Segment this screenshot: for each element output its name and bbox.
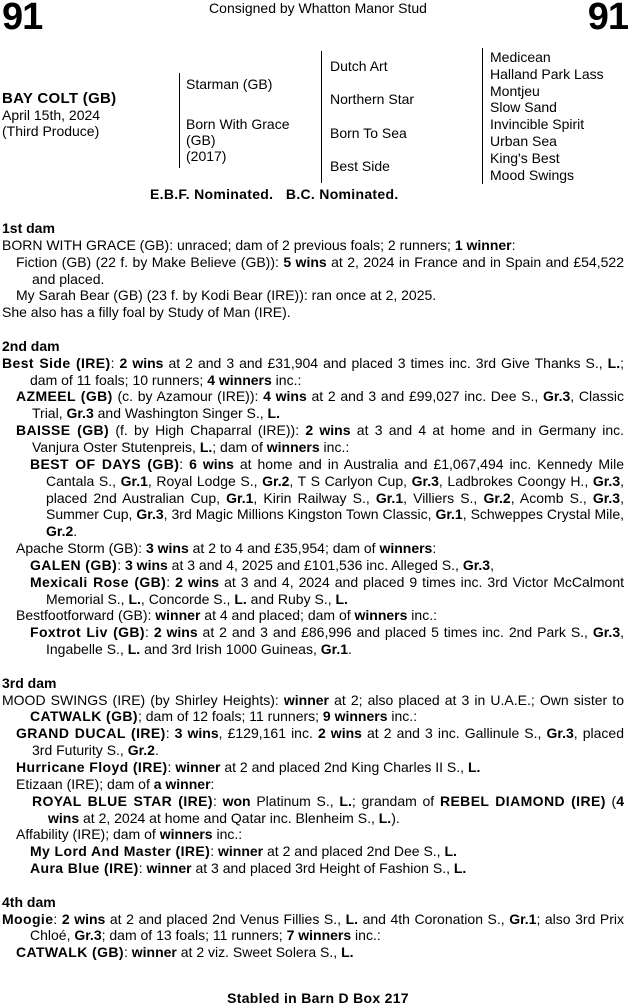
pedigree-bracket-3 bbox=[482, 48, 483, 184]
foal-entry: BAISSE (GB) (f. by High Chaparral (IRE)): 2 wins at 3 and 4 at home and in Germany inc. Vanjura Oster Stutenpreis, L.; dam of winners inc.: bbox=[16, 422, 624, 455]
foal-entry: My Sarah Bear (GB) (23 f. by Kodi Bear (IRE)): ran once at 2, 2025. bbox=[16, 287, 437, 304]
pedigree-bracket-1 bbox=[179, 73, 180, 168]
gen4-ancestor: King's Best bbox=[490, 149, 560, 166]
section-first-dam-title: 1st dam bbox=[2, 220, 55, 236]
foal-entry: Hurricane Floyd (IRE): winner at 2 and placed 2nd King Charles II S., L. bbox=[16, 759, 481, 775]
foal-entry: Apache Storm (GB): 3 wins at 2 to 4 and £35,954; dam of winners: bbox=[16, 540, 437, 557]
dam-entry: BORN WITH GRACE (GB): unraced; dam of 2 previous foals; 2 runners; 1 winner: bbox=[2, 236, 516, 253]
foal-entry: AZMEEL (GB) (c. by Azamour (IRE)): 4 wins at 2 and 3 and £99,027 inc. Dee S., Gr.3, Classic Trial, Gr.3 and Washington Singer S., L. bbox=[16, 388, 625, 422]
foal-entry: Affability (IRE); dam of winners inc.: bbox=[16, 826, 243, 843]
pedigree-bracket-2 bbox=[321, 51, 322, 183]
stabling-note: Stabled in Barn D Box 217 bbox=[227, 990, 409, 1006]
dam-country: (GB) bbox=[186, 132, 216, 148]
gen4-ancestor: Halland Park Lass bbox=[490, 65, 604, 82]
catalogue-body bbox=[2, 220, 624, 961]
foal-entry: She also has a filly foal by Study of Man (IRE). bbox=[2, 304, 291, 321]
fourth-generation bbox=[490, 49, 604, 183]
foal-entry: Foxtrot Liv (GB): 2 wins at 2 and 3 and £86,996 and placed 5 times inc. 2nd Park S., Gr.3, Ingabelle S., L. and 3rd Irish 1000 Guineas, Gr.1. bbox=[30, 624, 624, 658]
dam-sire: Born To Sea bbox=[330, 125, 407, 141]
consignor: Consigned by Whatton Manor Stud bbox=[209, 0, 427, 16]
gen4-ancestor: Medicean bbox=[490, 49, 551, 65]
foal-entry: Fiction (GB) (22 f. by Make Believe (GB)): 5 wins at 2, 2024 in France and in Spain and £54,522 and placed. bbox=[16, 253, 625, 287]
dam-name: Born With Grace bbox=[186, 116, 290, 132]
foal-entry: Mexicali Rose (GB): 2 wins at 3 and 4, 2024 and placed 9 times inc. 3rd Victor McCalmont Memorial S., L., Concorde S., L. and Ruby S., L. bbox=[30, 573, 625, 607]
foal-entry: BEST OF DAYS (GB): 6 wins at home and in Australia and £1,067,494 inc. Kennedy Mile Cantala S., Gr.1, Royal Lodge S., Gr.2, T S Carlyon Cup, Gr.3, Ladbrokes Coongy H., Gr.3, placed 2nd Australian Cup, Gr.1, Kirin Railway S., Gr.1, Villiers S., Gr.2, Acomb S., Gr.3, Summer Cup, Gr.3, 3rd Magic Millions Kingston Town Classic, Gr.1, Schweppes Crystal Mile, Gr.2. bbox=[30, 455, 625, 540]
gen4-ancestor: Urban Sea bbox=[490, 132, 557, 149]
dam bbox=[186, 116, 289, 164]
dam-dam: Best Side bbox=[330, 158, 390, 174]
foal-entry: My Lord And Master (IRE): winner at 2 and placed 2nd Dee S., L. bbox=[30, 843, 457, 860]
subject-foaled: April 15th, 2024 bbox=[2, 107, 101, 123]
subject-name: BAY COLT (GB) bbox=[2, 90, 117, 107]
sire-dam: Northern Star bbox=[330, 91, 415, 107]
subject-produce: (Third Produce) bbox=[2, 123, 100, 139]
foal-entry: ROYAL BLUE STAR (IRE): won Platinum S., L.; grandam of REBEL DIAMOND (IRE) (4 wins at 2, 2024 at home and Qatar inc. Blenheim S., L.). bbox=[32, 792, 624, 826]
sire-sire: Dutch Art bbox=[330, 58, 388, 74]
foal-entry: GALEN (GB): 3 wins at 3 and 4, 2025 and £101,536 inc. Alleged S., Gr.3, bbox=[30, 556, 494, 573]
gen4-ancestor: Invincible Spirit bbox=[490, 116, 585, 133]
dam-entry: Moogie: 2 wins at 2 and placed 2nd Venus Fillies S., L. and 4th Coronation S., Gr.1; also 3rd Prix Chloé, Gr.3; dam of 13 foals; 11 runners; 7 winners inc.: bbox=[2, 910, 625, 944]
lot-number-right: 91 bbox=[587, 0, 628, 38]
foal-entry: Etizaan (IRE); dam of a winner: bbox=[16, 775, 215, 792]
foal-entry: Aura Blue (IRE): winner at 3 and placed 3rd Height of Fashion S., L. bbox=[30, 860, 467, 877]
foal-entry: GRAND DUCAL (IRE): 3 wins, £129,161 inc. 2 wins at 2 and 3 inc. Gallinule S., Gr.3, placed 3rd Futurity S., Gr.2. bbox=[16, 725, 624, 759]
gen4-ancestor: Slow Sand bbox=[490, 99, 557, 116]
nominations: E.B.F. Nominated. B.C. Nominated. bbox=[150, 186, 399, 202]
section-second-dam-title: 2nd dam bbox=[2, 337, 60, 354]
gen4-ancestor: Mood Swings bbox=[490, 166, 575, 183]
lot-number-left: 91 bbox=[2, 0, 43, 38]
subject-horse bbox=[2, 91, 116, 139]
section-fourth-dam-title: 4th dam bbox=[2, 893, 56, 910]
gen4-ancestor: Montjeu bbox=[490, 82, 540, 99]
dam-year: (2017) bbox=[186, 148, 227, 164]
foal-entry: Bestfootforward (GB): winner at 4 and placed; dam of winners inc.: bbox=[16, 607, 437, 624]
sire: Starman (GB) bbox=[186, 76, 273, 92]
dam-entry: Best Side (IRE): 2 wins at 2 and 3 and £31,904 and placed 3 times inc. 3rd Give Thanks S., L.; dam of 11 foals; 10 runners; 4 winners inc.: bbox=[2, 354, 625, 388]
section-third-dam-title: 3rd dam bbox=[2, 674, 57, 691]
foal-entry: CATWALK (GB): winner at 2 viz. Sweet Solera S., L. bbox=[16, 944, 354, 961]
dam-entry: MOOD SWINGS (IRE) (by Shirley Heights): winner at 2; also placed at 3 in U.A.E.; Own sister to CATWALK (GB); dam of 12 foals; 11 runners; 9 winners inc.: bbox=[2, 691, 624, 725]
